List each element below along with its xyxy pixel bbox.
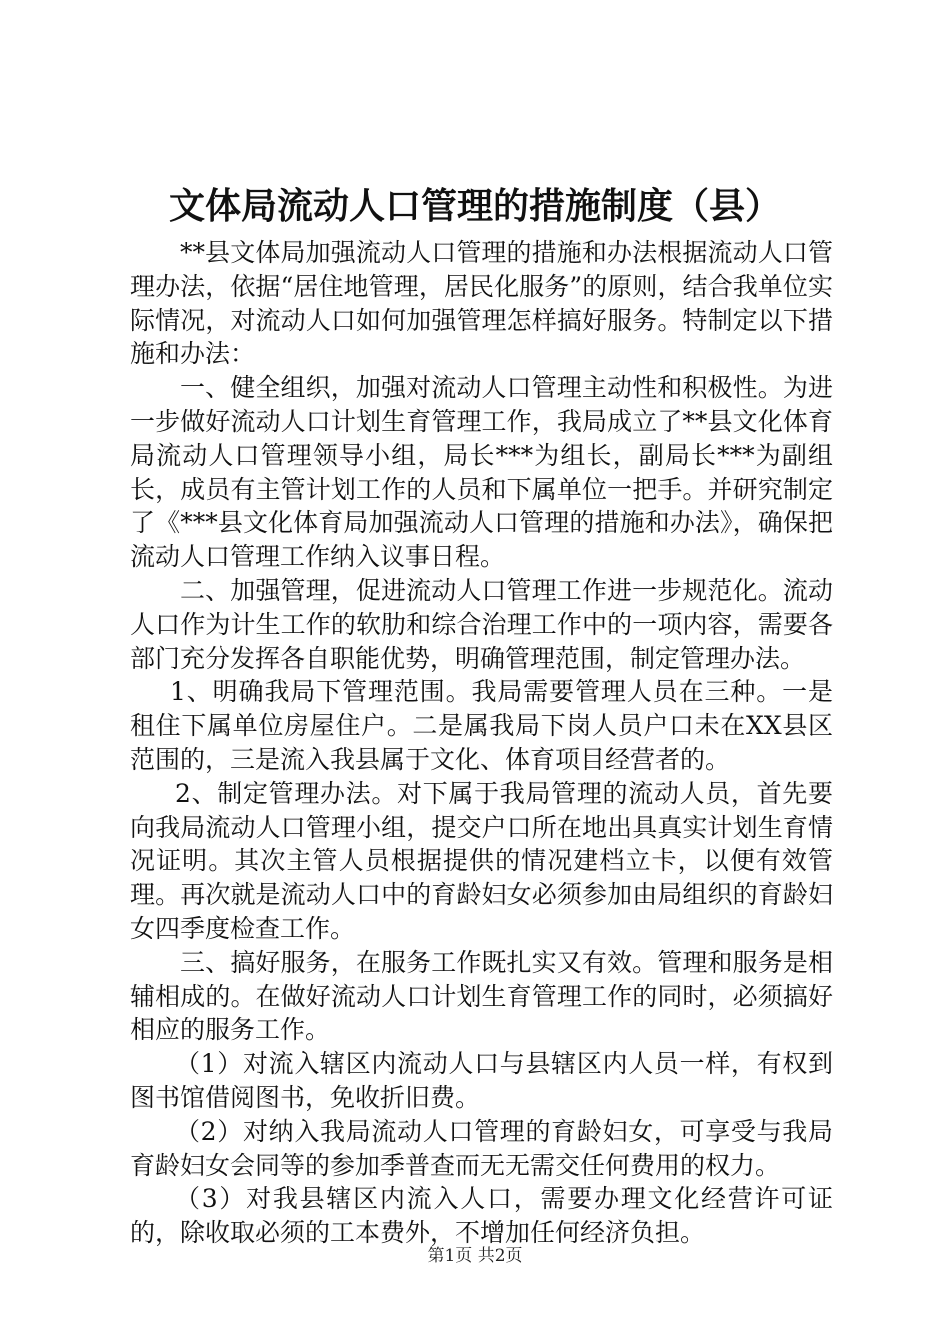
- paragraph-item-1: 1、明确我局下管理范围。我局需要管理人员在三种。一是租住下属单位房屋住户。二是属我局下岗人员户口未在XX县区范围的，三是流入我县属于文化、体育项目经营者的。: [130, 677, 833, 774]
- page-number-footer: 第1页 共2页: [427, 1246, 523, 1266]
- document-title: 文体局流动人口管理的措施制度（县）: [168, 185, 781, 227]
- paragraph-intro: **县文体局加强流动人口管理的措施和办法根据流动人口管理办法，依据“居住地管理，居民化服务”的原则，结合我单位实际情况，对流动人口如何加强管理怎样搞好服务。特制定以下措施和办法：: [130, 238, 833, 369]
- paragraph-service-3: （3）对我县辖区内流入人口，需要办理文化经营许可证的，除收取必须的工本费外，不增加任何经济负担。: [130, 1184, 833, 1248]
- paragraph-service-1: （1）对流入辖区内流动人口与县辖区内人员一样，有权到图书馆借阅图书，免收折旧费。: [130, 1049, 833, 1112]
- paragraph-service-2: （2）对纳入我局流动人口管理的育龄妇女，可享受与我局育龄妇女会同等的参加季普查而无无需交任何费用的权力。: [130, 1116, 833, 1180]
- paragraph-section-3: 三、搞好服务，在服务工作既扎实又有效。管理和服务是相辅相成的。在做好流动人口计划生育管理工作的同时，必须搞好相应的服务工作。: [130, 947, 833, 1045]
- paragraph-item-2: 2、制定管理办法。对下属于我局管理的流动人员，首先要向我局流动人口管理小组，提交户口所在地出具真实计划生育情况证明。其次主管人员根据提供的情况建档立卡，以便有效管理。再次就是流动人口中的育龄妇女必须参加由局组织的育龄妇女四季度检查工作。: [130, 778, 833, 943]
- paragraph-section-2: 二、加强管理，促进流动人口管理工作进一步规范化。流动人口作为计生工作的软肋和综合治理工作中的一项内容，需要各部门充分发挥各自职能优势，明确管理范围，制定管理办法。: [130, 575, 833, 673]
- document-body: [130, 236, 833, 1250]
- paragraph-section-1: 一、健全组织，加强对流动人口管理主动性和积极性。为进一步做好流动人口计划生育管理工作，我局成立了**县文化体育局流动人口管理领导小组，局长***为组长，副局长***为副组长，成员有主管计划工作的人员和下属单位一把手。并研究制定了《***县文化体育局加强流动人口管理的措施和办法》，确保把流动人口管理工作纳入议事日程。: [130, 373, 833, 572]
